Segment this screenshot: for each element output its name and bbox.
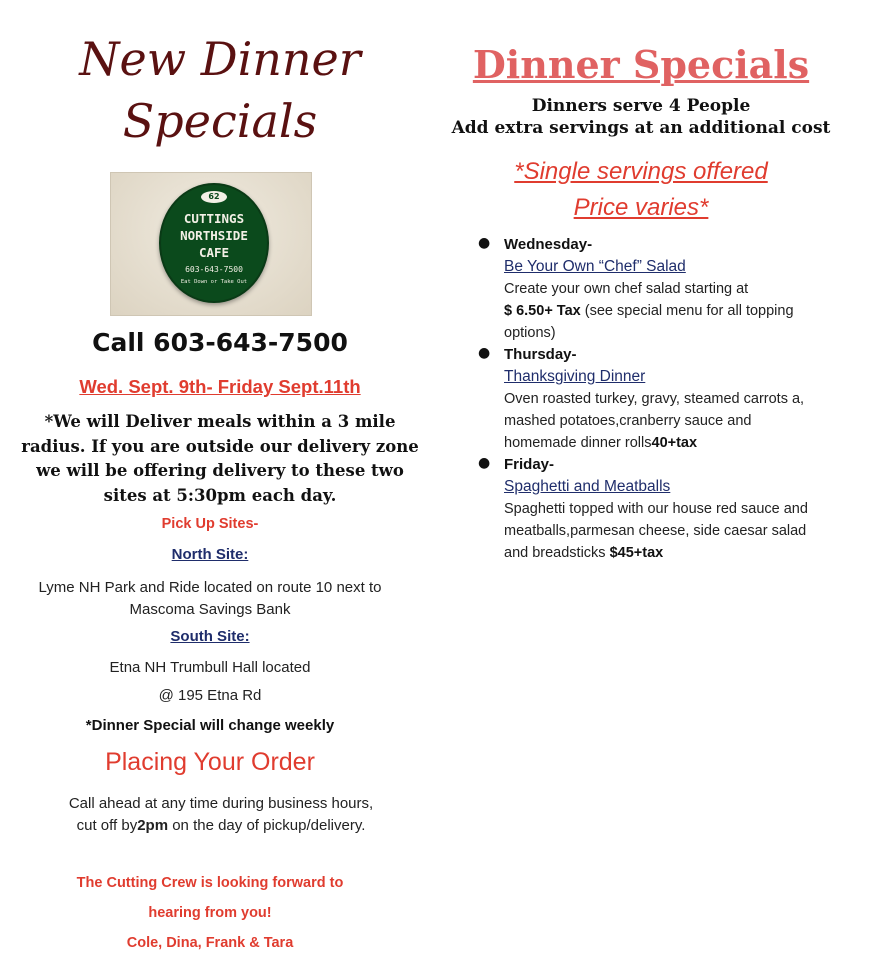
delivery-line: sites at 5:30pm each day. bbox=[103, 485, 337, 505]
cutoff-time: 2pm bbox=[137, 817, 169, 834]
delivery-notice bbox=[18, 410, 422, 508]
closing-line: hearing from you! bbox=[148, 905, 272, 921]
north-site-line: Lyme NH Park and Ride located on route 10 next to bbox=[38, 579, 382, 596]
specials-list bbox=[478, 234, 828, 564]
delivery-line: *We will Deliver meals within a 3 mile bbox=[44, 412, 396, 431]
cutoff-prefix: cut off by bbox=[76, 817, 138, 834]
special-desc-text: Create your own chef salad starting at bbox=[504, 281, 749, 297]
special-dish: Spaghetti and Meatballs bbox=[504, 478, 671, 495]
dates-text: Wed. Sept. 9th- Friday Sept.11th bbox=[79, 376, 361, 397]
delivery-line: we will be offering delivery to these two bbox=[36, 461, 404, 480]
extra-servings-note: Add extra servings at an additional cost bbox=[451, 118, 831, 138]
single-servings-line: *Single servings offered bbox=[514, 158, 768, 185]
special-description bbox=[504, 498, 828, 564]
special-desc-text: Oven roasted turkey, gravy, steamed carrots a, mashed potatoes,cranberry sauce and homemade dinner rolls bbox=[504, 391, 805, 451]
special-day: Wednesday- bbox=[504, 236, 593, 253]
cafe-logo-oval bbox=[159, 183, 269, 303]
special-price: $45+tax bbox=[609, 545, 664, 561]
left-title bbox=[20, 28, 420, 152]
special-description bbox=[504, 278, 828, 344]
call-ahead-text bbox=[36, 793, 406, 837]
logo-tagline: Eat Down or Take Out bbox=[180, 279, 248, 285]
logo-badge: 62 bbox=[201, 191, 227, 203]
north-site-address bbox=[10, 577, 410, 621]
special-item-friday bbox=[478, 454, 828, 564]
special-description bbox=[504, 388, 828, 454]
special-day: Friday- bbox=[504, 456, 555, 473]
call-ahead-line: Call ahead at any time during business hours, bbox=[68, 795, 374, 812]
logo-line3: CAFE bbox=[198, 245, 230, 260]
bullet-icon: ● bbox=[478, 235, 491, 251]
special-item-thursday bbox=[478, 344, 828, 454]
south-site-line: Etna NH Trumbull Hall located bbox=[109, 659, 311, 676]
cutoff-suffix: on the day of pickup/delivery. bbox=[168, 817, 366, 834]
weekly-change-note: *Dinner Special will change weekly bbox=[85, 717, 335, 734]
north-site-label: North Site: bbox=[171, 546, 249, 563]
special-desc-text: Spaghetti topped with our house red sauce and meatballs,parmesan cheese, side caesar salad and breadsticks bbox=[504, 501, 808, 561]
serves-note: Dinners serve 4 People bbox=[531, 96, 751, 116]
special-item-wednesday bbox=[478, 234, 828, 344]
logo-line1: CUTTINGS bbox=[183, 211, 245, 226]
special-dish: Thanksgiving Dinner bbox=[504, 368, 646, 385]
special-day: Thursday- bbox=[504, 346, 577, 363]
special-price: $ 6.50+ Tax bbox=[504, 303, 581, 319]
bullet-icon: ● bbox=[478, 345, 491, 361]
price-varies-line: Price varies* bbox=[573, 194, 709, 221]
logo-line2: NORTHSIDE bbox=[180, 228, 248, 243]
bullet-icon: ● bbox=[478, 455, 491, 471]
delivery-line: radius. If you are outside our delivery zone bbox=[21, 436, 419, 456]
closing-line: The Cutting Crew is looking forward to bbox=[76, 875, 344, 891]
placing-order-heading: Placing Your Order bbox=[105, 748, 315, 776]
south-site-label: South Site: bbox=[170, 628, 250, 645]
left-title-line1: New Dinner bbox=[79, 32, 361, 86]
cafe-logo-image bbox=[110, 172, 312, 316]
signature-names: Cole, Dina, Frank & Tara bbox=[126, 935, 294, 951]
logo-phone: 603-643-7500 bbox=[185, 265, 243, 274]
special-desc-text: (see special menu for all topping options) bbox=[504, 303, 794, 341]
phone-heading: Call 603-643-7500 bbox=[92, 328, 348, 357]
left-title-line2: Specials bbox=[122, 94, 318, 148]
south-site-line: @ 195 Etna Rd bbox=[158, 687, 262, 704]
special-price: 40+tax bbox=[651, 435, 698, 451]
call-ahead-line bbox=[36, 815, 406, 837]
dinner-specials-title: Dinner Specials bbox=[472, 42, 810, 87]
special-dish: Be Your Own “Chef” Salad bbox=[504, 258, 686, 275]
north-site-line: Mascoma Savings Bank bbox=[129, 601, 291, 618]
pickup-sites-label: Pick Up Sites- bbox=[161, 516, 259, 532]
